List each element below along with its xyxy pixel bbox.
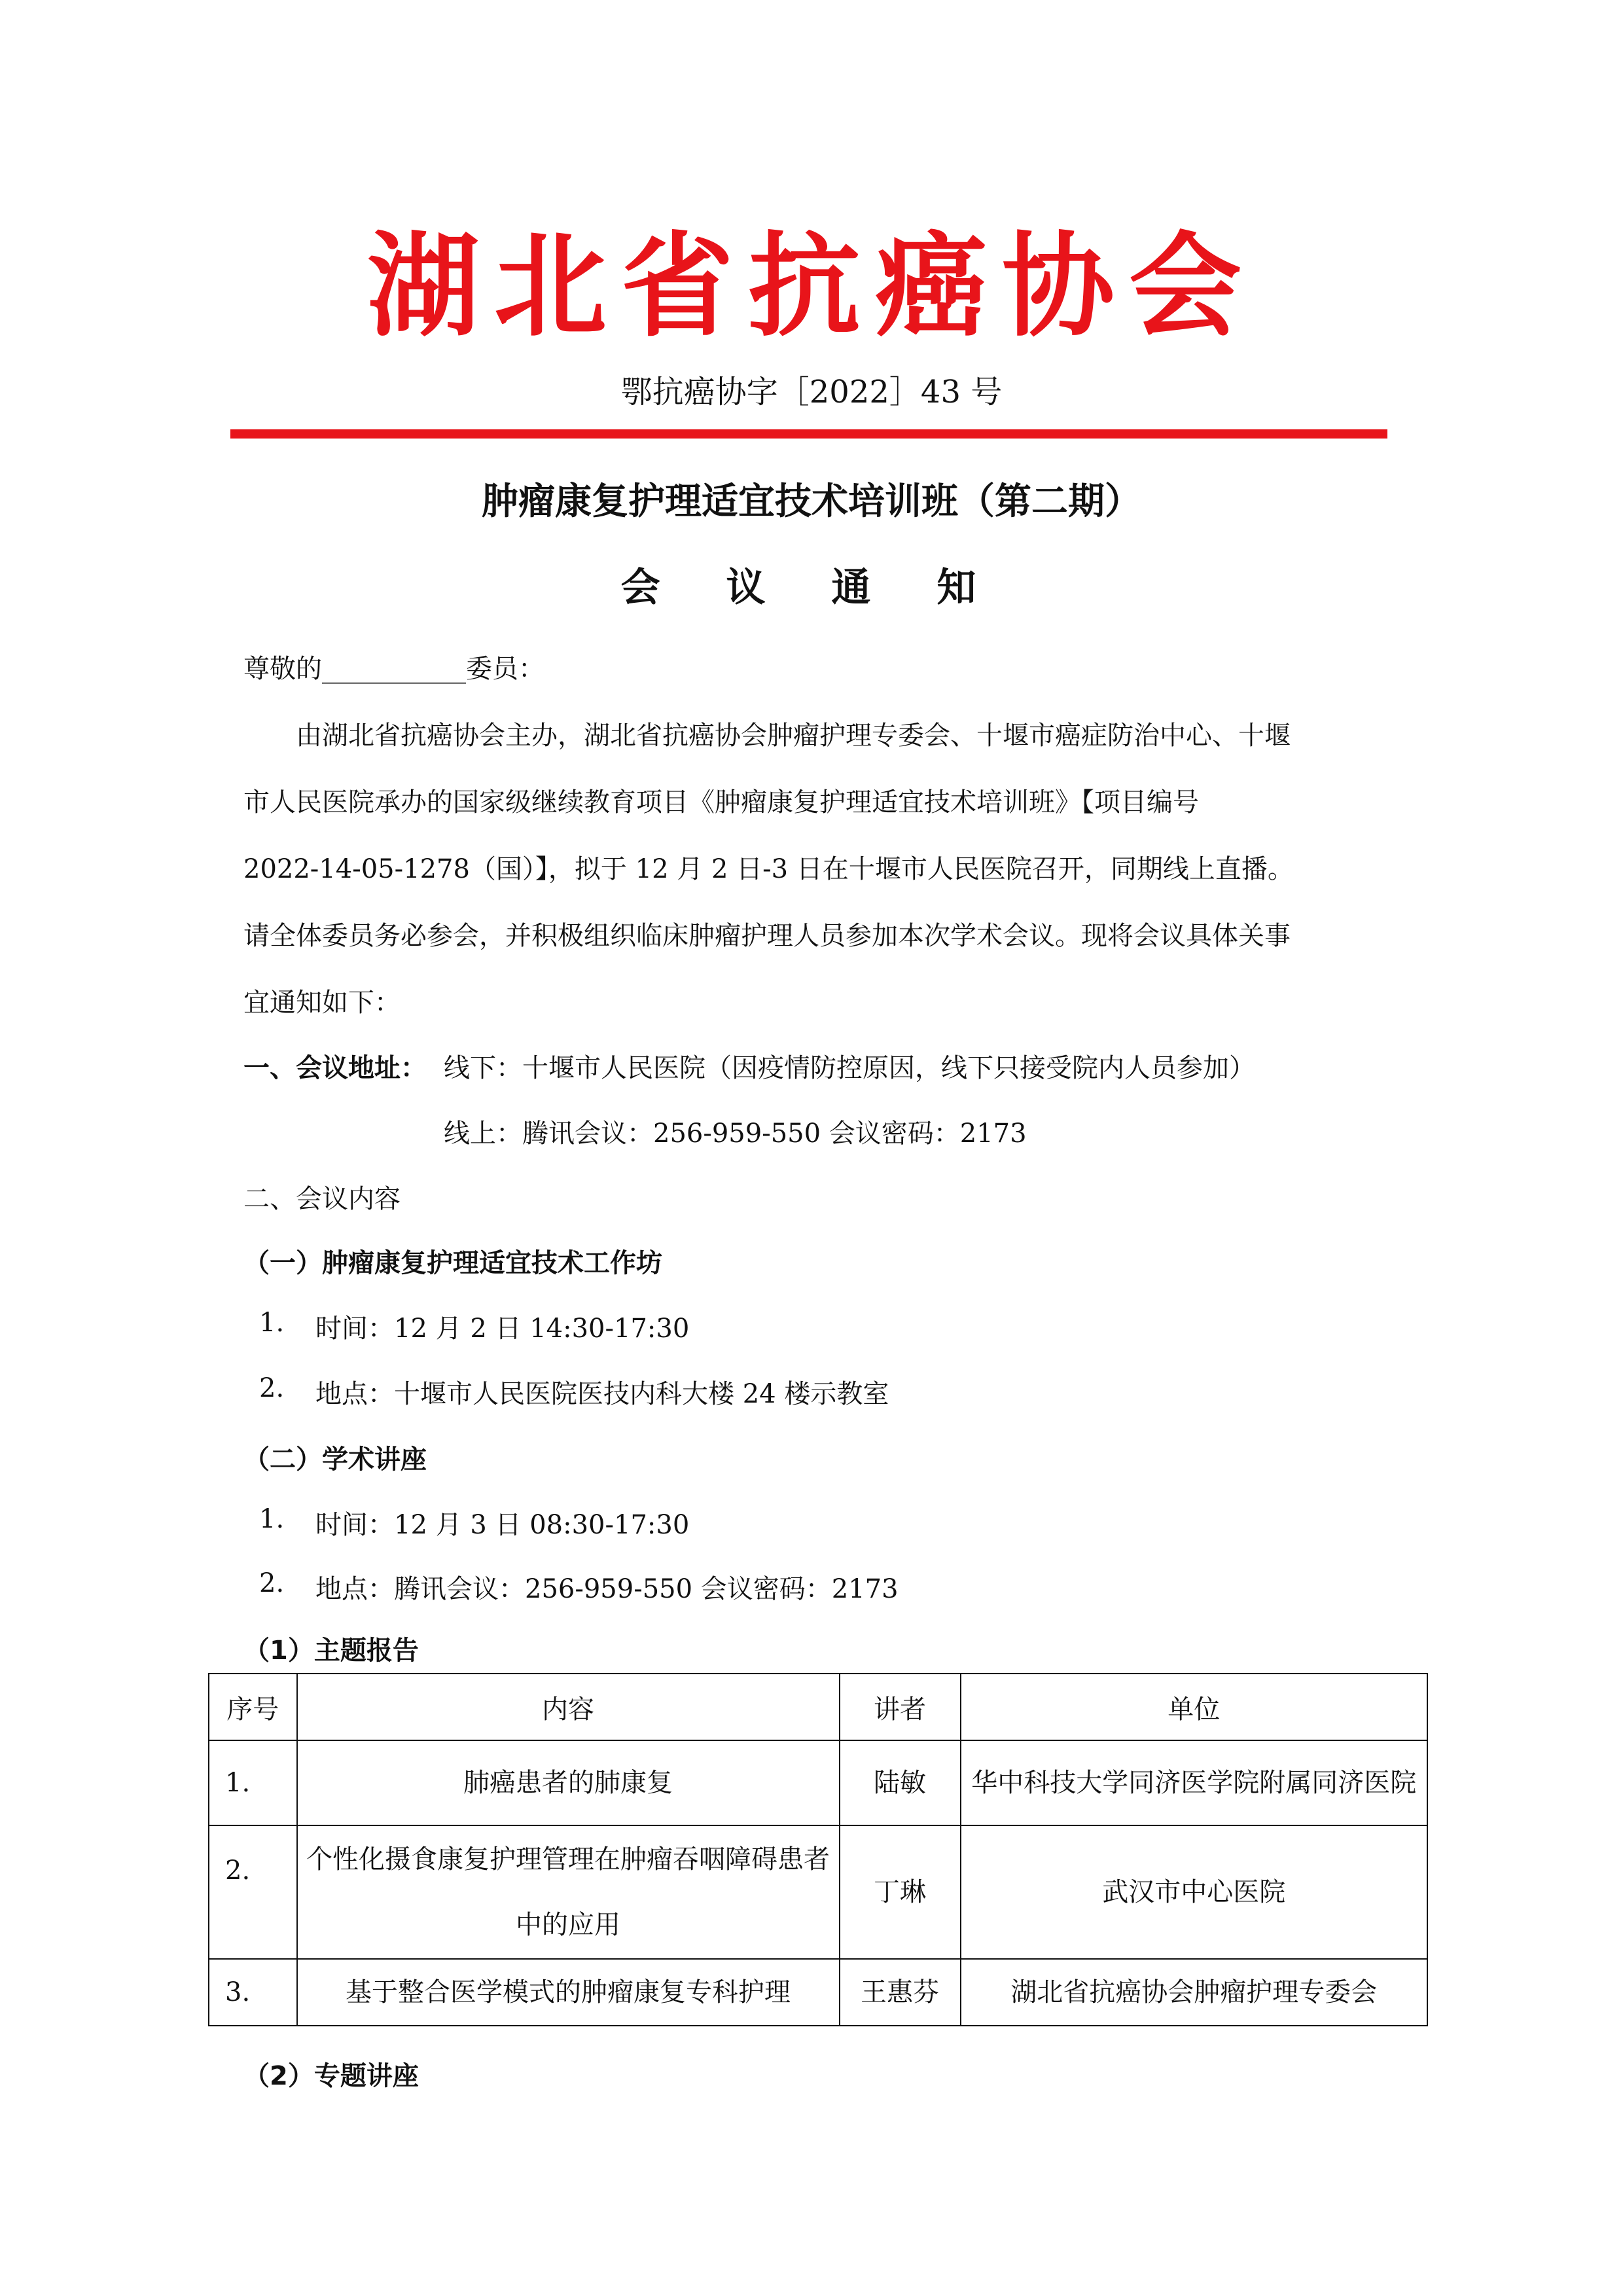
section-2-label: 二、会议内容 [243, 1184, 401, 1214]
section-1-label: 一、会议地址： [243, 1053, 427, 1083]
venue-online: 线上：腾讯会议：256-959-550 会议密码：2173 [444, 1119, 1027, 1149]
workshop-time: 时间：12 月 2 日 14:30-17:30 [315, 1314, 690, 1344]
row-speaker: 丁琳 [840, 1825, 961, 1959]
row-speaker: 陆敏 [840, 1740, 961, 1825]
table-row [209, 1959, 1427, 2026]
notice-main-title: 肿瘤康复护理适宜技术培训班（第二期） [482, 480, 1141, 523]
workshop-location: 地点：十堰市人民医院医技内科大楼 24 楼示教室 [315, 1379, 889, 1409]
keynote-table [208, 1673, 1428, 2026]
column-header-content: 内容 [297, 1674, 840, 1740]
workshop-title: （一）肿瘤康复护理适宜技术工作坊 [243, 1248, 662, 1278]
salutation: 尊敬的___________委员： [243, 654, 544, 684]
notice-sub-title: 会 议 通 知 [620, 565, 1003, 611]
intro-line-2: 市人民医院承办的国家级继续教育项目《肿瘤康复护理适宜技术培训班》【项目编号 [243, 787, 1199, 817]
row-number: 3. [209, 1959, 297, 2026]
lecture-location: 地点：腾讯会议：256-959-550 会议密码：2173 [315, 1574, 899, 1604]
row-content: 个性化摄食康复护理管理在肿瘤吞咽障碍患者中的应用 [297, 1825, 840, 1959]
row-unit: 武汉市中心医院 [961, 1825, 1427, 1959]
row-number: 1. [209, 1740, 297, 1825]
table-header-row [209, 1674, 1427, 1740]
keynote-section-title: （1）主题报告 [243, 1636, 419, 1666]
intro-line-5: 宜通知如下： [243, 988, 401, 1018]
red-divider-line [230, 429, 1387, 439]
intro-line-4: 请全体委员务必参会，并积极组织临床肿瘤护理人员参加本次学术会议。现将会议具体关事 [243, 921, 1291, 951]
document-number: 鄂抗癌协字［2022］43 号 [620, 374, 1003, 410]
row-number: 2. [209, 1825, 297, 1959]
column-header-speaker: 讲者 [840, 1674, 961, 1740]
row-unit: 华中科技大学同济医学院附属同济医院 [961, 1740, 1427, 1825]
row-speaker: 王惠芬 [840, 1959, 961, 2026]
lecture-item-number: 1. [259, 1504, 285, 1534]
lecture-title: （二）学术讲座 [243, 1444, 427, 1475]
column-header-unit: 单位 [961, 1674, 1427, 1740]
lecture-time: 时间：12 月 3 日 08:30-17:30 [315, 1510, 690, 1540]
workshop-item-number: 2. [259, 1373, 285, 1403]
organization-title: 湖北省抗癌协会 [367, 221, 1256, 352]
row-content: 肺癌患者的肺康复 [297, 1740, 840, 1825]
workshop-item-number: 1. [259, 1308, 285, 1338]
lecture-item-number: 2. [259, 1568, 285, 1598]
column-header-number: 序号 [209, 1674, 297, 1740]
row-unit: 湖北省抗癌协会肿瘤护理专委会 [961, 1959, 1427, 2026]
special-lecture-title: （2）专题讲座 [243, 2061, 419, 2091]
intro-line-3: 2022-14-05-1278（国）】，拟于 12 月 2 日-3 日在十堰市人民医院召开，同期线上直播。 [243, 854, 1294, 884]
table-row [209, 1825, 1427, 1959]
row-content: 基于整合医学模式的肿瘤康复专科护理 [297, 1959, 840, 2026]
intro-line-1: 由湖北省抗癌协会主办，湖北省抗癌协会肿瘤护理专委会、十堰市癌症防治中心、十堰 [296, 721, 1291, 751]
table-row [209, 1740, 1427, 1825]
venue-offline: 线下：十堰市人民医院（因疫情防控原因，线下只接受院内人员参加） [444, 1053, 1255, 1083]
